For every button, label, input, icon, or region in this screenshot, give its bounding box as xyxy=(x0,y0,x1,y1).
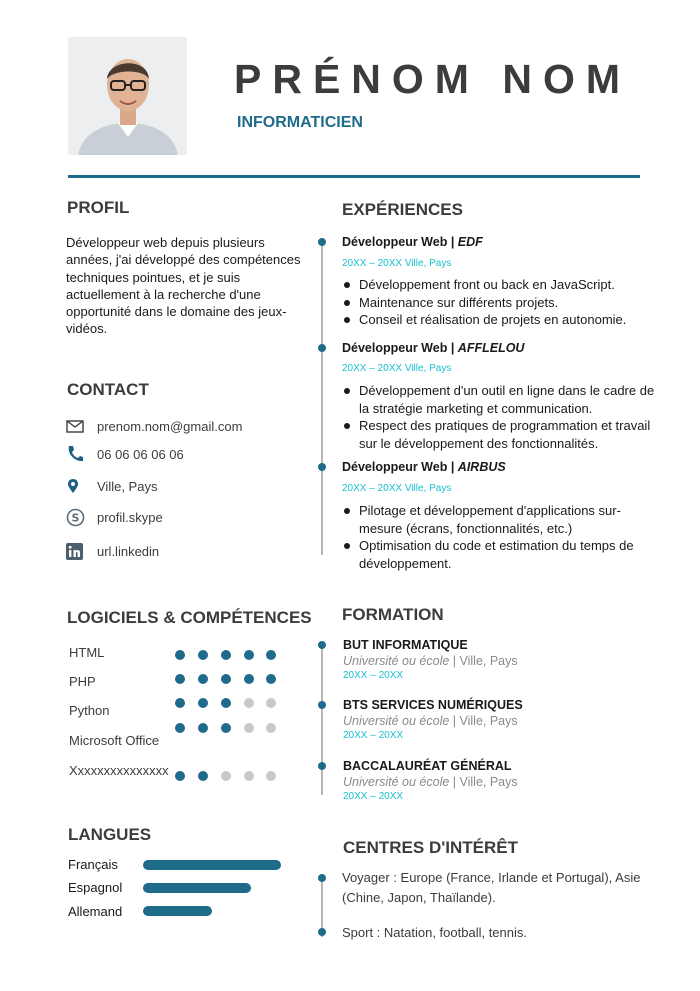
skill-name: HTML xyxy=(69,645,105,660)
list-item: Maintenance sur différents projets. xyxy=(342,294,662,312)
map-pin-icon xyxy=(66,476,88,496)
experience-date: 20XX – 20XX Ville, Pays xyxy=(342,363,452,374)
profile-photo xyxy=(68,37,187,155)
skill-dot-empty xyxy=(266,723,276,733)
skill-dot-filled xyxy=(198,650,208,660)
contact-linkedin-text: url.linkedin xyxy=(97,543,160,559)
languages-heading: LANGUES xyxy=(68,825,152,844)
timeline-dot xyxy=(318,344,326,352)
skill-name: Xxxxxxxxxxxxxxx xyxy=(69,763,169,778)
skill-dot-empty xyxy=(221,771,231,781)
skype-icon xyxy=(66,507,88,527)
list-item: Conseil et réalisation de projets en autonomie. xyxy=(342,311,662,329)
timeline-dot xyxy=(318,701,326,709)
experience-date: 20XX – 20XX Ville, Pays xyxy=(342,483,452,494)
header-divider xyxy=(68,175,640,178)
skill-dot-filled xyxy=(198,723,208,733)
experience-bullets xyxy=(342,382,662,452)
education-school-name: Université ou école xyxy=(343,775,450,789)
experience-title xyxy=(342,341,524,355)
timeline-dot xyxy=(318,463,326,471)
skill-dot-filled xyxy=(244,650,254,660)
skill-name: Python xyxy=(69,703,110,718)
experience-company: EDF xyxy=(457,235,483,249)
education-school xyxy=(343,654,518,668)
timeline-dot xyxy=(318,641,326,649)
linkedin-icon xyxy=(66,541,88,561)
experience-timeline-line xyxy=(321,240,323,555)
list-item: Respect des pratiques de programmation et travail sur le développement des fonctionnalités. xyxy=(342,417,662,452)
timeline-dot xyxy=(318,762,326,770)
skill-dot-filled xyxy=(221,650,231,660)
envelope-icon xyxy=(66,416,88,436)
skill-dot-empty xyxy=(244,698,254,708)
language-level-bar xyxy=(143,906,212,916)
education-school xyxy=(343,775,518,789)
skill-dot-filled xyxy=(198,674,208,684)
skill-dot-filled xyxy=(221,698,231,708)
skill-dot-filled xyxy=(175,723,185,733)
education-timeline-line xyxy=(321,643,323,795)
skill-dot-filled xyxy=(266,650,276,660)
experience-company: AFFLELOU xyxy=(457,341,525,355)
skill-dot-empty xyxy=(266,771,276,781)
experience-title xyxy=(342,460,506,474)
language-level-track xyxy=(143,860,281,870)
language-name: Espagnol xyxy=(68,880,123,895)
timeline-dot xyxy=(318,874,326,882)
interest-item: Sport : Natation, football, tennis. xyxy=(342,925,527,940)
education-title: BUT INFORMATIQUE xyxy=(343,638,468,652)
education-school-name: Université ou école xyxy=(343,714,450,728)
interests-heading: CENTRES D'INTÉRÊT xyxy=(343,838,518,857)
list-item: Développement front ou back en JavaScript. xyxy=(342,276,662,294)
language-name: Français xyxy=(68,857,118,872)
contact-skype[interactable] xyxy=(66,507,163,527)
experience-bullets xyxy=(342,502,662,572)
skill-dot-filled xyxy=(175,674,185,684)
skill-dot-empty xyxy=(266,698,276,708)
experience-role: Développeur Web | xyxy=(342,460,458,474)
education-date: 20XX – 20XX xyxy=(343,791,404,802)
skill-dot-filled xyxy=(198,698,208,708)
list-item: Optimisation du code et estimation du temps de développement. xyxy=(342,537,662,572)
education-location: | Ville, Pays xyxy=(449,775,518,789)
language-level-bar xyxy=(143,883,251,893)
experiences-heading: EXPÉRIENCES xyxy=(342,200,463,219)
skill-dot-filled xyxy=(266,674,276,684)
svg-text:S: S xyxy=(71,511,80,524)
contact-phone[interactable] xyxy=(66,444,184,464)
timeline-dot xyxy=(318,928,326,936)
experience-role: Développeur Web | xyxy=(342,341,458,355)
skill-dot-filled xyxy=(175,650,185,660)
language-level-track xyxy=(143,883,281,893)
contact-email[interactable] xyxy=(66,416,243,436)
contact-location-text: Ville, Pays xyxy=(97,478,158,494)
education-title: BTS SERVICES NUMÉRIQUES xyxy=(343,698,523,712)
contact-linkedin[interactable] xyxy=(66,541,160,561)
education-title: BACCALAURÉAT GÉNÉRAL xyxy=(343,759,512,773)
experience-bullets xyxy=(342,276,662,329)
contact-email-text: prenom.nom@gmail.com xyxy=(97,418,243,434)
education-school xyxy=(343,714,518,728)
profile-text: Développeur web depuis plusieurs années, j'ai développé des compétences techniques pointues, et je suis actuellement à la recherche d'une opportunité dans le domaine des jeux-vidéos. xyxy=(66,235,301,337)
education-heading: FORMATION xyxy=(342,605,444,624)
contact-heading: CONTACT xyxy=(67,380,149,399)
candidate-name: PRÉNOM NOM xyxy=(234,56,631,102)
experience-role: Développeur Web | xyxy=(342,235,458,249)
list-item: Pilotage et développement d'applications sur-mesure (écrans, fonctionnalités, etc.) xyxy=(342,502,662,537)
skill-name: PHP xyxy=(69,674,96,689)
education-school-name: Université ou école xyxy=(343,654,450,668)
skill-name: Microsoft Office xyxy=(69,733,160,748)
language-level-track xyxy=(143,906,281,916)
timeline-dot xyxy=(318,238,326,246)
skill-dot-filled xyxy=(244,674,254,684)
phone-icon xyxy=(66,444,88,464)
candidate-job-title: INFORMATICIEN xyxy=(237,114,363,131)
profile-heading: PROFIL xyxy=(67,198,130,217)
language-name: Allemand xyxy=(68,904,123,919)
skill-dot-filled xyxy=(175,698,185,708)
skill-dot-filled xyxy=(175,771,185,781)
skill-dot-filled xyxy=(221,723,231,733)
contact-phone-text: 06 06 06 06 06 xyxy=(97,446,184,462)
experience-company: AIRBUS xyxy=(457,460,506,474)
education-date: 20XX – 20XX xyxy=(343,670,404,681)
skill-dot-empty xyxy=(244,771,254,781)
skill-dot-empty xyxy=(244,723,254,733)
interest-item: Voyager : Europe (France, Irlande et Portugal), Asie (Chine, Japon, Thaïlande). xyxy=(342,870,641,905)
skills-heading: LOGICIELS & COMPÉTENCES xyxy=(67,608,312,627)
contact-skype-text: profil.skype xyxy=(97,509,163,525)
person-portrait-icon xyxy=(68,37,187,155)
experience-title xyxy=(342,235,483,249)
language-level-bar xyxy=(143,860,281,870)
education-date: 20XX – 20XX xyxy=(343,730,404,741)
education-location: | Ville, Pays xyxy=(449,714,518,728)
contact-location xyxy=(66,476,158,496)
skill-dot-filled xyxy=(221,674,231,684)
education-location: | Ville, Pays xyxy=(449,654,518,668)
experience-date: 20XX – 20XX Ville, Pays xyxy=(342,258,452,269)
list-item: Développement d'un outil en ligne dans le cadre de la stratégie marketing et communication. xyxy=(342,382,662,417)
skill-dot-filled xyxy=(198,771,208,781)
